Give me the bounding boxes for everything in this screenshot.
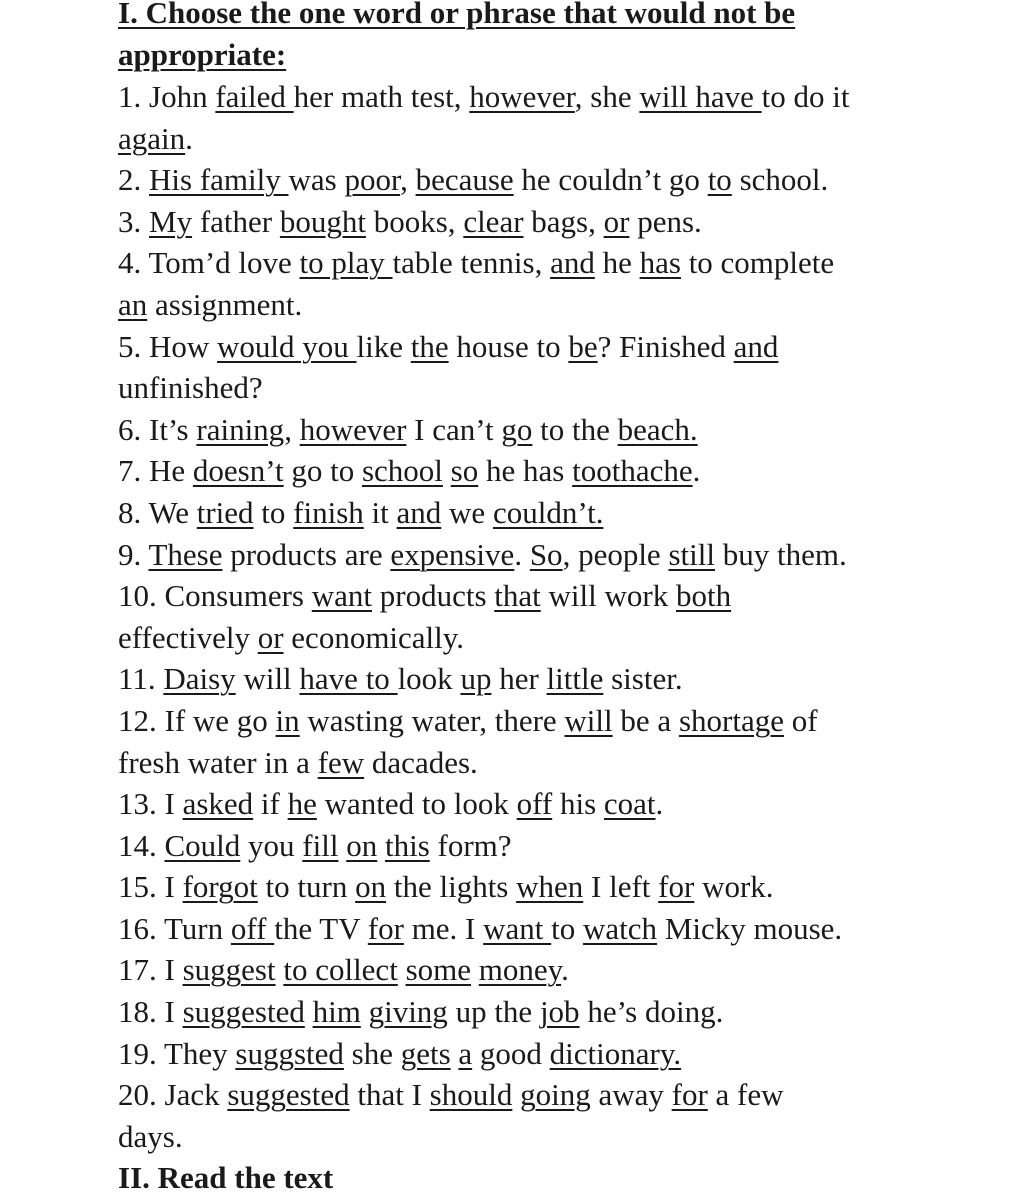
sentence-text: wanted to look: [316, 786, 517, 822]
sentence-text: if: [253, 786, 288, 822]
sentence-text: work.: [694, 869, 774, 905]
sentence-text: 5. How: [118, 328, 218, 364]
underlined-choice: shortage: [678, 702, 784, 738]
sentence-text: his: [552, 786, 604, 822]
underlined-choice: off: [516, 786, 553, 822]
sentence-text: the lights: [386, 869, 517, 905]
sentence-text: sister.: [603, 661, 683, 697]
underlined-choice: gets: [400, 1035, 451, 1071]
sentence-text: [305, 994, 313, 1029]
underlined-choice: doesn’t: [192, 453, 284, 489]
sentence-text: 11.: [118, 661, 164, 697]
underlined-choice: off: [230, 910, 275, 946]
underlined-choice: fill: [302, 827, 339, 863]
underlined-choice: for: [367, 910, 404, 946]
section-heading-line-2: appropriate:: [118, 37, 287, 72]
sentence-text: .: [561, 952, 569, 988]
underlined-choice: poor: [344, 162, 401, 198]
sentence-text: good: [472, 1035, 550, 1071]
sentence-text: buy them.: [714, 536, 847, 572]
sentence-text: days.: [118, 1118, 183, 1154]
sentence-text: economically.: [283, 619, 465, 655]
sentence-text: we: [441, 494, 493, 530]
question-line: [118, 991, 998, 1033]
sentence-text: dacades.: [364, 744, 478, 780]
sentence-text: 17. I: [118, 952, 183, 988]
underlined-choice: want: [483, 910, 552, 946]
sentence-text: the TV: [274, 910, 368, 946]
underlined-choice: be: [568, 328, 598, 364]
question-line: [118, 575, 998, 617]
underlined-choice: school: [361, 453, 443, 489]
underlined-choice: expensive: [390, 536, 515, 572]
question-item: [118, 866, 998, 908]
question-item: [118, 949, 998, 991]
underlined-choice: would you: [217, 328, 357, 364]
sentence-text: 10. Consumers: [118, 578, 312, 614]
sentence-text: 9.: [118, 536, 149, 572]
sentence-text: Micky mouse.: [657, 910, 843, 946]
underlined-choice: the: [410, 328, 449, 364]
sentence-text: to do it: [761, 79, 850, 114]
underlined-choice: want: [311, 578, 373, 614]
sentence-text: her math test,: [293, 79, 470, 114]
sentence-text: [443, 453, 451, 488]
question-item: [118, 658, 998, 700]
question-line: [118, 492, 998, 534]
sentence-text: to turn: [257, 869, 356, 905]
question-item: [118, 908, 998, 950]
question-item: [118, 783, 998, 825]
sentence-text: 16. Turn: [118, 910, 231, 946]
underlined-choice: some: [405, 952, 471, 988]
underlined-choice: a: [458, 1035, 473, 1071]
underlined-choice: couldn’t.: [492, 494, 604, 530]
sentence-text: a few: [707, 1077, 784, 1113]
question-item: [118, 825, 998, 867]
underlined-choice: little: [546, 661, 604, 697]
underlined-choice: suggest: [182, 952, 276, 988]
question-item: [118, 575, 998, 658]
next-section-heading-cutoff: II. Read the text: [118, 1160, 334, 1195]
question-item: [118, 450, 998, 492]
sentence-text: .: [655, 786, 664, 822]
sentence-text: father: [192, 203, 280, 239]
question-item: [118, 409, 998, 451]
underlined-choice: when: [516, 869, 584, 905]
sentence-text: house to: [448, 328, 569, 364]
underlined-choice: job: [539, 994, 580, 1030]
sentence-text: it: [363, 494, 397, 530]
underlined-choice: finish: [293, 494, 364, 530]
sentence-text: ,: [400, 162, 416, 198]
sentence-text: .: [185, 120, 193, 156]
sentence-text: effectively: [118, 619, 258, 655]
underlined-choice: in: [275, 702, 300, 738]
question-line: [118, 159, 998, 201]
section-heading: [118, 0, 998, 76]
underlined-choice: to collect: [283, 952, 398, 988]
question-item: [118, 201, 998, 243]
sentence-text: 14.: [118, 827, 165, 863]
sentence-text: 13. I: [118, 786, 183, 822]
question-line: [118, 1033, 998, 1075]
sentence-text: you: [240, 827, 303, 863]
underlined-choice: money: [478, 952, 562, 988]
question-item: [118, 1074, 998, 1157]
underlined-choice: an: [118, 286, 148, 322]
underlined-choice: on: [355, 869, 387, 905]
sentence-text: 3.: [118, 203, 149, 239]
underlined-choice: he: [287, 786, 317, 822]
sentence-text: form?: [429, 827, 512, 863]
sentence-text: , she: [574, 79, 640, 114]
sentence-text: look: [397, 661, 461, 697]
underlined-choice: and: [550, 245, 595, 281]
sentence-text: [361, 994, 369, 1029]
underlined-choice: asked: [182, 786, 254, 822]
sentence-text: [377, 828, 385, 863]
underlined-choice: still: [668, 536, 715, 572]
sentence-text: bags,: [523, 203, 604, 239]
question-line: [118, 908, 998, 950]
question-line: [118, 118, 998, 160]
worksheet-page: [118, 0, 998, 1157]
underlined-choice: raining: [196, 411, 285, 447]
sentence-text: 12. If we go: [118, 702, 276, 738]
sentence-text: was: [288, 162, 345, 198]
underlined-choice: few: [317, 744, 365, 780]
underlined-choice: giving: [368, 994, 448, 1030]
question-item: [118, 1033, 998, 1075]
sentence-text: assignment.: [147, 286, 303, 322]
sentence-text: up the: [447, 994, 540, 1030]
underlined-choice: up: [460, 661, 492, 697]
underlined-choice: go: [501, 411, 533, 447]
underlined-choice: Daisy: [163, 661, 236, 697]
sentence-text: to the: [532, 411, 618, 447]
underlined-choice: should: [429, 1077, 513, 1113]
sentence-text: pens.: [629, 203, 702, 239]
underlined-choice: beach.: [617, 411, 698, 447]
sentence-text: he couldn’t go: [513, 162, 708, 198]
underlined-choice: for: [658, 869, 695, 905]
underlined-choice: however: [299, 411, 407, 447]
sentence-text: 18. I: [118, 994, 183, 1030]
question-item: [118, 76, 998, 159]
sentence-text: he has: [478, 453, 573, 489]
question-line: [118, 242, 998, 284]
sentence-text: like: [356, 328, 411, 364]
sentence-text: [398, 952, 406, 987]
underlined-choice: him: [312, 994, 361, 1030]
sentence-text: to complete: [680, 245, 835, 281]
underlined-choice: again: [118, 120, 186, 156]
question-line: [118, 700, 998, 742]
question-line: [118, 409, 998, 451]
underlined-choice: or: [603, 203, 630, 239]
sentence-text: he: [594, 245, 640, 281]
underlined-choice: however: [469, 79, 575, 114]
sentence-text: products are: [222, 536, 391, 572]
question-item: [118, 326, 998, 409]
question-list: [118, 76, 998, 1157]
underlined-choice: forgot: [182, 869, 258, 905]
underlined-choice: watch: [583, 910, 658, 946]
sentence-text: 2.: [118, 162, 149, 198]
sentence-text: school.: [731, 162, 829, 198]
sentence-text: 15. I: [118, 869, 183, 905]
underlined-choice: so: [450, 453, 479, 489]
sentence-text: I left: [583, 869, 659, 905]
question-item: [118, 492, 998, 534]
sentence-text: me. I: [403, 910, 484, 946]
underlined-choice: for: [671, 1077, 708, 1113]
underlined-choice: will have: [639, 79, 762, 114]
underlined-choice: or: [257, 619, 284, 655]
underlined-choice: These: [148, 536, 223, 572]
sentence-text: 19. They: [118, 1035, 236, 1071]
question-line: [118, 783, 998, 825]
sentence-text: away: [590, 1077, 672, 1113]
underlined-choice: So: [529, 536, 563, 572]
question-line: [118, 367, 998, 409]
question-line: [118, 1074, 998, 1116]
sentence-text: to: [551, 910, 584, 946]
sentence-text: table tennis,: [392, 245, 551, 281]
underlined-choice: tried: [196, 494, 254, 530]
sentence-text: books,: [365, 203, 464, 239]
sentence-text: he’s doing.: [579, 994, 724, 1030]
sentence-text: 7. He: [118, 453, 193, 489]
sentence-text: wasting water, there: [299, 702, 565, 738]
question-item: [118, 159, 998, 201]
sentence-text: 1. John: [118, 79, 216, 114]
question-line: [118, 866, 998, 908]
sentence-text: [471, 952, 479, 987]
question-line: [118, 326, 998, 368]
question-line: [118, 742, 998, 784]
underlined-choice: going: [520, 1077, 591, 1113]
sentence-text: 6. It’s: [118, 411, 197, 447]
underlined-choice: His family: [149, 162, 289, 198]
question-line: [118, 949, 998, 991]
sentence-text: 20. Jack: [118, 1077, 228, 1113]
sentence-text: ,: [284, 411, 300, 447]
underlined-choice: that: [494, 578, 541, 614]
underlined-choice: has: [639, 245, 681, 281]
underlined-choice: failed: [215, 79, 294, 114]
question-item: [118, 242, 998, 325]
underlined-choice: and: [396, 494, 442, 530]
question-line: [118, 201, 998, 243]
underlined-choice: Could: [164, 827, 241, 863]
underlined-choice: to: [707, 162, 732, 198]
underlined-choice: bought: [279, 203, 366, 239]
sentence-text: be a: [612, 702, 679, 738]
sentence-text: [512, 1077, 520, 1112]
sentence-text: products: [372, 578, 495, 614]
underlined-choice: clear: [463, 203, 524, 239]
underlined-choice: because: [415, 162, 514, 198]
sentence-text: .: [692, 453, 701, 489]
sentence-text: to: [253, 494, 294, 530]
sentence-text: 8. We: [118, 494, 197, 530]
sentence-text: will: [235, 661, 300, 697]
sentence-text: unfinished?: [118, 370, 263, 406]
question-line: [118, 658, 998, 700]
section-heading-line-1: I. Choose the one word or phrase that would not be: [118, 0, 796, 30]
underlined-choice: suggested: [182, 994, 305, 1030]
question-line: [118, 617, 998, 659]
sentence-text: she: [343, 1035, 401, 1071]
question-item: [118, 700, 998, 783]
sentence-text: ? Finished: [597, 328, 734, 364]
underlined-choice: dictionary.: [549, 1035, 682, 1071]
underlined-choice: suggested: [227, 1077, 350, 1113]
sentence-text: go to: [283, 453, 362, 489]
underlined-choice: coat: [603, 786, 656, 822]
question-line: [118, 450, 998, 492]
question-line: [118, 76, 998, 118]
sentence-text: will work: [540, 578, 676, 614]
underlined-choice: to play: [299, 245, 393, 281]
sentence-text: I can’t: [406, 411, 502, 447]
underlined-choice: will: [564, 702, 613, 738]
sentence-text: that I: [349, 1077, 430, 1113]
sentence-text: .: [514, 536, 530, 572]
underlined-choice: both: [675, 578, 732, 614]
question-line: [118, 534, 998, 576]
question-item: [118, 991, 998, 1033]
sentence-text: , people: [562, 536, 669, 572]
underlined-choice: on: [346, 827, 378, 863]
question-item: [118, 534, 998, 576]
underlined-choice: My: [149, 203, 193, 239]
underlined-choice: and: [733, 328, 779, 364]
sentence-text: her: [491, 661, 547, 697]
underlined-choice: have to: [299, 661, 398, 697]
sentence-text: of: [783, 702, 818, 738]
underlined-choice: this: [384, 827, 430, 863]
underlined-choice: toothache: [572, 453, 693, 489]
question-line: [118, 284, 998, 326]
sentence-text: 4. Tom’d love: [118, 245, 300, 281]
underlined-choice: suggsted: [235, 1035, 344, 1071]
question-line: [118, 1116, 998, 1158]
question-line: [118, 825, 998, 867]
sentence-text: fresh water in a: [118, 744, 318, 780]
